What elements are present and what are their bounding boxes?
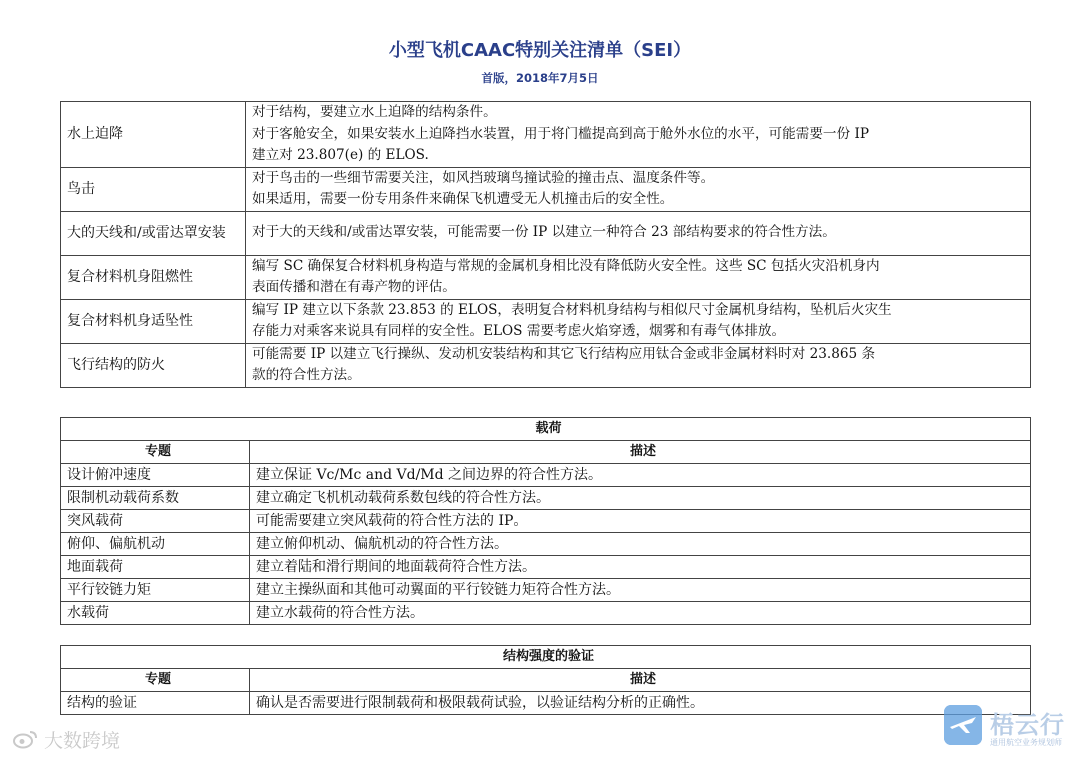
- description-cell: [246, 255, 1031, 299]
- topic-cell: 水载荷: [61, 602, 250, 625]
- description-line: 建立对 23.807(e) 的 ELOS.: [252, 147, 429, 163]
- description-line: 对于客舱安全，如果安装水上迫降挡水装置，用于将门槛提高到高于舱外水位的水平，可能需要一份 IP: [252, 125, 869, 142]
- table-row: [61, 533, 1031, 556]
- weibo-logo-icon: [12, 729, 38, 749]
- special-issues-table: [60, 101, 1031, 388]
- description-cell: 建立着陆和滑行期间的地面载荷符合性方法。: [250, 556, 1031, 579]
- topic-cell: 限制机动载荷系数: [61, 487, 250, 510]
- strength-table: [60, 645, 1031, 715]
- table-row: [61, 692, 1031, 715]
- topic-cell: 复合材料机身适坠性: [61, 299, 246, 343]
- topic-cell: 设计俯冲速度: [61, 464, 250, 487]
- description-cell: [246, 167, 1031, 211]
- description-cell: 确认是否需要进行限制载荷和极限载荷试验，以验证结构分析的正确性。: [250, 692, 1031, 715]
- topic-cell: 鸟击: [61, 167, 246, 211]
- description-cell: 建立主操纵面和其他可动翼面的平行铰链力矩符合性方法。: [250, 579, 1031, 602]
- topic-cell: 突风载荷: [61, 510, 250, 533]
- watermark-left-text: 大数跨境: [44, 729, 121, 752]
- description-line: 表面传播和潜在有毒产物的评估。: [252, 279, 456, 295]
- description-cell: [246, 299, 1031, 343]
- topic-cell: 飞行结构的防火: [61, 343, 246, 387]
- loads-table: [60, 417, 1031, 625]
- table-row: [61, 602, 1031, 625]
- description-line: 编写 SC 确保复合材料机身构造与常规的金属机身相比没有降低防火安全性。这些 SC 包括火灾沿机身内: [252, 257, 880, 274]
- table-row: [61, 102, 1031, 168]
- table-row: [61, 167, 1031, 211]
- watermark-right: [944, 703, 1074, 755]
- table-row: [61, 299, 1031, 343]
- description-line: 可能需要 IP 以建立飞行操纵、发动机安装结构和其它飞行结构应用钛合金或非金属材料时对 23.865 条: [252, 345, 876, 362]
- loads-col-topic: 专题: [61, 441, 250, 464]
- description-cell: [246, 211, 1031, 255]
- table-row: [61, 579, 1031, 602]
- table-row: [61, 343, 1031, 387]
- description-line: 对于鸟击的一些细节需要关注，如风挡玻璃鸟撞试验的撞击点、温度条件等。: [252, 169, 715, 186]
- description-line: 如果适用，需要一份专用条件来确保飞机遭受无人机撞击后的安全性。: [252, 191, 674, 207]
- page-subtitle: 首版，2018年7月5日: [481, 71, 599, 85]
- description-cell: 建立俯仰机动、偏航机动的符合性方法。: [250, 533, 1031, 556]
- description-cell: 建立保证 Vc/Mc and Vd/Md 之间边界的符合性方法。: [250, 464, 1031, 487]
- page-title: 小型飞机CAAC特别关注清单（SEI）: [388, 40, 692, 61]
- watermark-right-name: 梧云行: [990, 711, 1065, 739]
- table-row: [61, 556, 1031, 579]
- description-line: 存能力对乘客来说具有同样的安全性。ELOS 需要考虑火焰穿透，烟雾和有毒气体排放。: [252, 323, 786, 339]
- table-row: [61, 211, 1031, 255]
- watermark-right-sub: 通用航空业务规划师: [990, 738, 1062, 747]
- topic-cell: 平行铰链力矩: [61, 579, 250, 602]
- description-line: 对于大的天线和/或雷达罩安装，可能需要一份 IP 以建立一种符合 23 部结构要求的符合性方法。: [252, 224, 836, 241]
- strength-col-topic: 专题: [61, 669, 250, 692]
- topic-cell: 俯仰、偏航机动: [61, 533, 250, 556]
- description-cell: 建立确定飞机机动载荷系数包线的符合性方法。: [250, 487, 1031, 510]
- description-cell: [246, 102, 1031, 168]
- strength-caption: 结构强度的验证: [61, 646, 1031, 669]
- description-cell: 建立水载荷的符合性方法。: [250, 602, 1031, 625]
- loads-caption: 载荷: [61, 418, 1031, 441]
- description-line: 编写 IP 建立以下条款 23.853 的 ELOS，表明复合材料机身结构与相似尺寸金属机身结构，坠机后火灾生: [252, 301, 892, 318]
- table-row: [61, 255, 1031, 299]
- watermark-left: [12, 726, 120, 752]
- airplane-logo-icon: [944, 705, 982, 745]
- topic-cell: 地面载荷: [61, 556, 250, 579]
- topic-cell: 结构的验证: [61, 692, 250, 715]
- table-row: [61, 487, 1031, 510]
- topic-cell: 水上迫降: [61, 102, 246, 168]
- description-cell: [246, 343, 1031, 387]
- topic-cell: 复合材料机身阻燃性: [61, 255, 246, 299]
- topic-cell: 大的天线和/或雷达罩安装: [61, 211, 246, 255]
- description-line: 款的符合性方法。: [252, 367, 361, 383]
- description-line: 对于结构，要建立水上迫降的结构条件。: [252, 104, 497, 120]
- strength-col-desc: 描述: [250, 669, 1031, 692]
- table-row: [61, 464, 1031, 487]
- table-row: [61, 510, 1031, 533]
- loads-col-desc: 描述: [250, 441, 1031, 464]
- description-cell: 可能需要建立突风载荷的符合性方法的 IP。: [250, 510, 1031, 533]
